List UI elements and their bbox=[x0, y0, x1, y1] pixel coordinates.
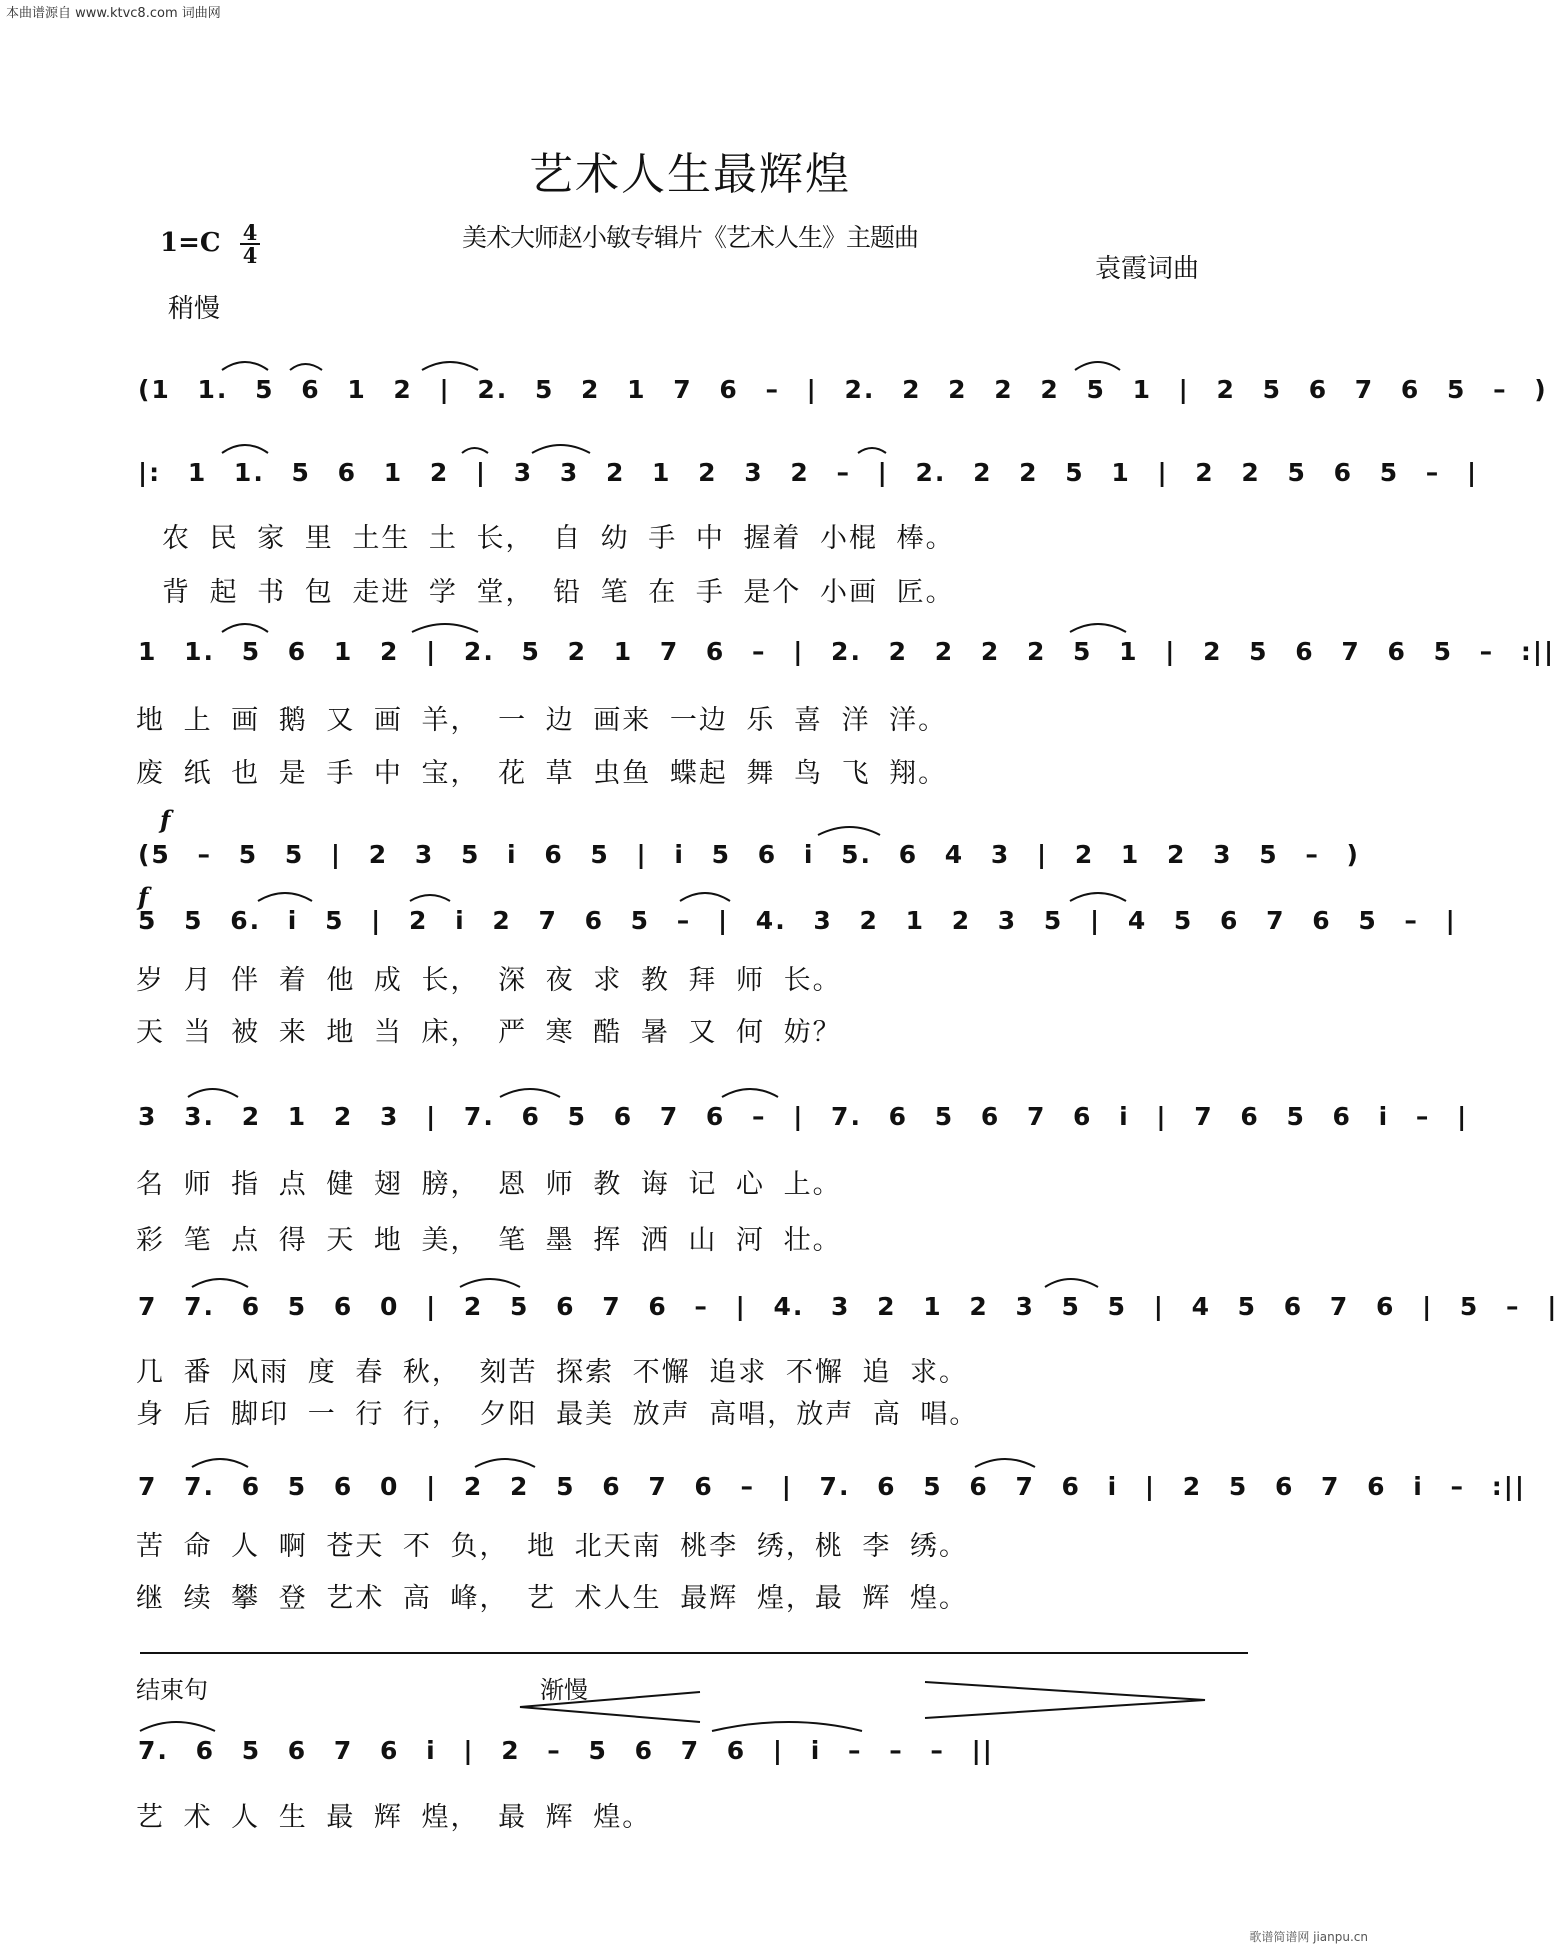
slur-8 bbox=[858, 448, 886, 453]
hairpin-1 bbox=[520, 1692, 700, 1722]
system-7-notes: 7 7. 6 5 6 0 | 2 5 6 7 6 – | 4. 3 2 1 2 3 5 5 | 4 5 6 7 6 | 5 – | bbox=[138, 1292, 1558, 1321]
system-3-lyric-2: 废 纸 也 是 手 中 宝， 花 草 虫鱼 蝶起 舞 鸟 飞 翔。 bbox=[136, 758, 948, 789]
slur-18 bbox=[500, 1089, 560, 1097]
system-6-lyric-2: 彩 笔 点 得 天 地 美， 笔 墨 挥 洒 山 河 壮。 bbox=[136, 1225, 842, 1256]
system-2-lyric-1: 农 民 家 里 土生 土 长， 自 幼 手 中 握着 小棍 棒。 bbox=[162, 523, 955, 554]
source-note: 本曲谱源自 www.ktvc8.com 词曲网 bbox=[6, 6, 221, 21]
slur-17 bbox=[188, 1089, 238, 1097]
slur-20 bbox=[192, 1279, 248, 1287]
system-4-notes: (5 – 5 5 | 2 3 5 i 6 5 | i 5 6 i 5. 6 4 3 | 2 1 2 3 5 – ) bbox=[138, 840, 1360, 869]
slur-10 bbox=[412, 624, 478, 632]
system-8-lyric-1: 苦 命 人 啊 苍天 不 负， 地 北天南 桃李 绣，桃 李 绣。 bbox=[136, 1531, 968, 1562]
system-5-lyric-1: 岁 月 伴 着 他 成 长， 深 夜 求 教 拜 师 长。 bbox=[136, 965, 842, 996]
slur-2 bbox=[290, 364, 322, 370]
tempo-marking: 稍慢 bbox=[168, 294, 221, 324]
slur-19 bbox=[722, 1089, 778, 1097]
slur-14 bbox=[410, 895, 450, 901]
system-6-lyric-1: 名 师 指 点 健 翅 膀， 恩 师 教 诲 记 心 上。 bbox=[136, 1169, 842, 1200]
key-signature: 1=C bbox=[160, 228, 221, 258]
slur-6 bbox=[462, 448, 488, 453]
slur-26 bbox=[140, 1722, 215, 1731]
time-signature-top: 4 bbox=[242, 220, 258, 245]
system-5-dynamic: f bbox=[138, 882, 149, 911]
system-2-notes: |: 1 1. 5 6 1 2 | 3 3 2 1 2 3 2 – | 2. 2 2 5 1 | 2 2 5 6 5 – | bbox=[138, 458, 1479, 487]
slur-13 bbox=[258, 893, 312, 901]
system-4-dynamic: f bbox=[160, 805, 171, 834]
time-signature-bottom: 4 bbox=[242, 243, 258, 268]
ritardando-marking: 渐慢 bbox=[540, 1676, 588, 1704]
song-title: 艺术人生最辉煌 bbox=[529, 149, 851, 200]
slur-9 bbox=[222, 624, 268, 632]
slur-1 bbox=[222, 362, 268, 370]
slur-7 bbox=[532, 445, 590, 453]
system-8-lyric-2: 继 续 攀 登 艺术 高 峰， 艺 术人生 最辉 煌，最 辉 煌。 bbox=[136, 1583, 968, 1614]
slur-4 bbox=[1075, 362, 1120, 370]
slur-5 bbox=[222, 445, 268, 453]
slur-3 bbox=[422, 362, 478, 370]
slur-22 bbox=[1045, 1279, 1098, 1287]
system-5-lyric-2: 天 当 被 来 地 当 床， 严 寒 酷 暑 又 何 妨？ bbox=[136, 1017, 842, 1048]
system-7-lyric-2: 身 后 脚印 一 行 行， 夕阳 最美 放声 高唱，放声 高 唱。 bbox=[136, 1399, 979, 1430]
system-3-lyric-1: 地 上 画 鹅 又 画 羊， 一 边 画来 一边 乐 喜 洋 洋。 bbox=[136, 705, 948, 736]
system-5-notes: 5 5 6. i 5 | 2 i 2 7 6 5 – | 4. 3 2 1 2 3 5 | 4 5 6 7 6 5 – | bbox=[138, 906, 1457, 935]
system-6-notes: 3 3. 2 1 2 3 | 7. 6 5 6 7 6 – | 7. 6 5 6 7 6 i | 7 6 5 6 i – | bbox=[138, 1102, 1469, 1131]
ending-lyric: 艺 术 人 生 最 辉 煌， 最 辉 煌。 bbox=[136, 1802, 652, 1833]
system-3-notes: 1 1. 5 6 1 2 | 2. 5 2 1 7 6 – | 2. 2 2 2 2 5 1 | 2 5 6 7 6 5 – :|| bbox=[138, 637, 1556, 666]
slur-25 bbox=[975, 1459, 1035, 1467]
slur-12 bbox=[818, 827, 880, 835]
hairpin-2 bbox=[925, 1682, 1205, 1718]
slur-27 bbox=[712, 1722, 862, 1731]
song-subtitle: 美术大师赵小敏专辑片《艺术人生》主题曲 bbox=[461, 223, 918, 252]
system-7-lyric-1: 几 番 风雨 度 春 秋， 刻苦 探索 不懈 追求 不懈 追 求。 bbox=[136, 1357, 968, 1388]
author: 袁霞词曲 bbox=[1095, 254, 1200, 284]
slur-23 bbox=[192, 1459, 248, 1467]
system-2-lyric-2: 背 起 书 包 走进 学 堂， 铅 笔 在 手 是个 小画 匠。 bbox=[162, 577, 955, 608]
slur-24 bbox=[475, 1459, 535, 1467]
slur-11 bbox=[1070, 624, 1126, 632]
slur-15 bbox=[680, 893, 730, 901]
slur-21 bbox=[460, 1279, 520, 1287]
system-1-notes: (1 1. 5 6 1 2 | 2. 5 2 1 7 6 – | 2. 2 2 2 2 5 1 | 2 5 6 7 6 5 – ) bbox=[138, 375, 1548, 404]
ending-notes: 7. 6 5 6 7 6 i | 2 – 5 6 7 6 | i – – – || bbox=[138, 1736, 994, 1765]
ending-label: 结束句 bbox=[136, 1676, 208, 1704]
system-8-notes: 7 7. 6 5 6 0 | 2 2 5 6 7 6 – | 7. 6 5 6 7 6 i | 2 5 6 7 6 i – :|| bbox=[138, 1472, 1526, 1501]
slur-16 bbox=[1070, 893, 1126, 901]
watermark: 歌谱简谱网 jianpu.cn bbox=[1249, 1930, 1368, 1944]
